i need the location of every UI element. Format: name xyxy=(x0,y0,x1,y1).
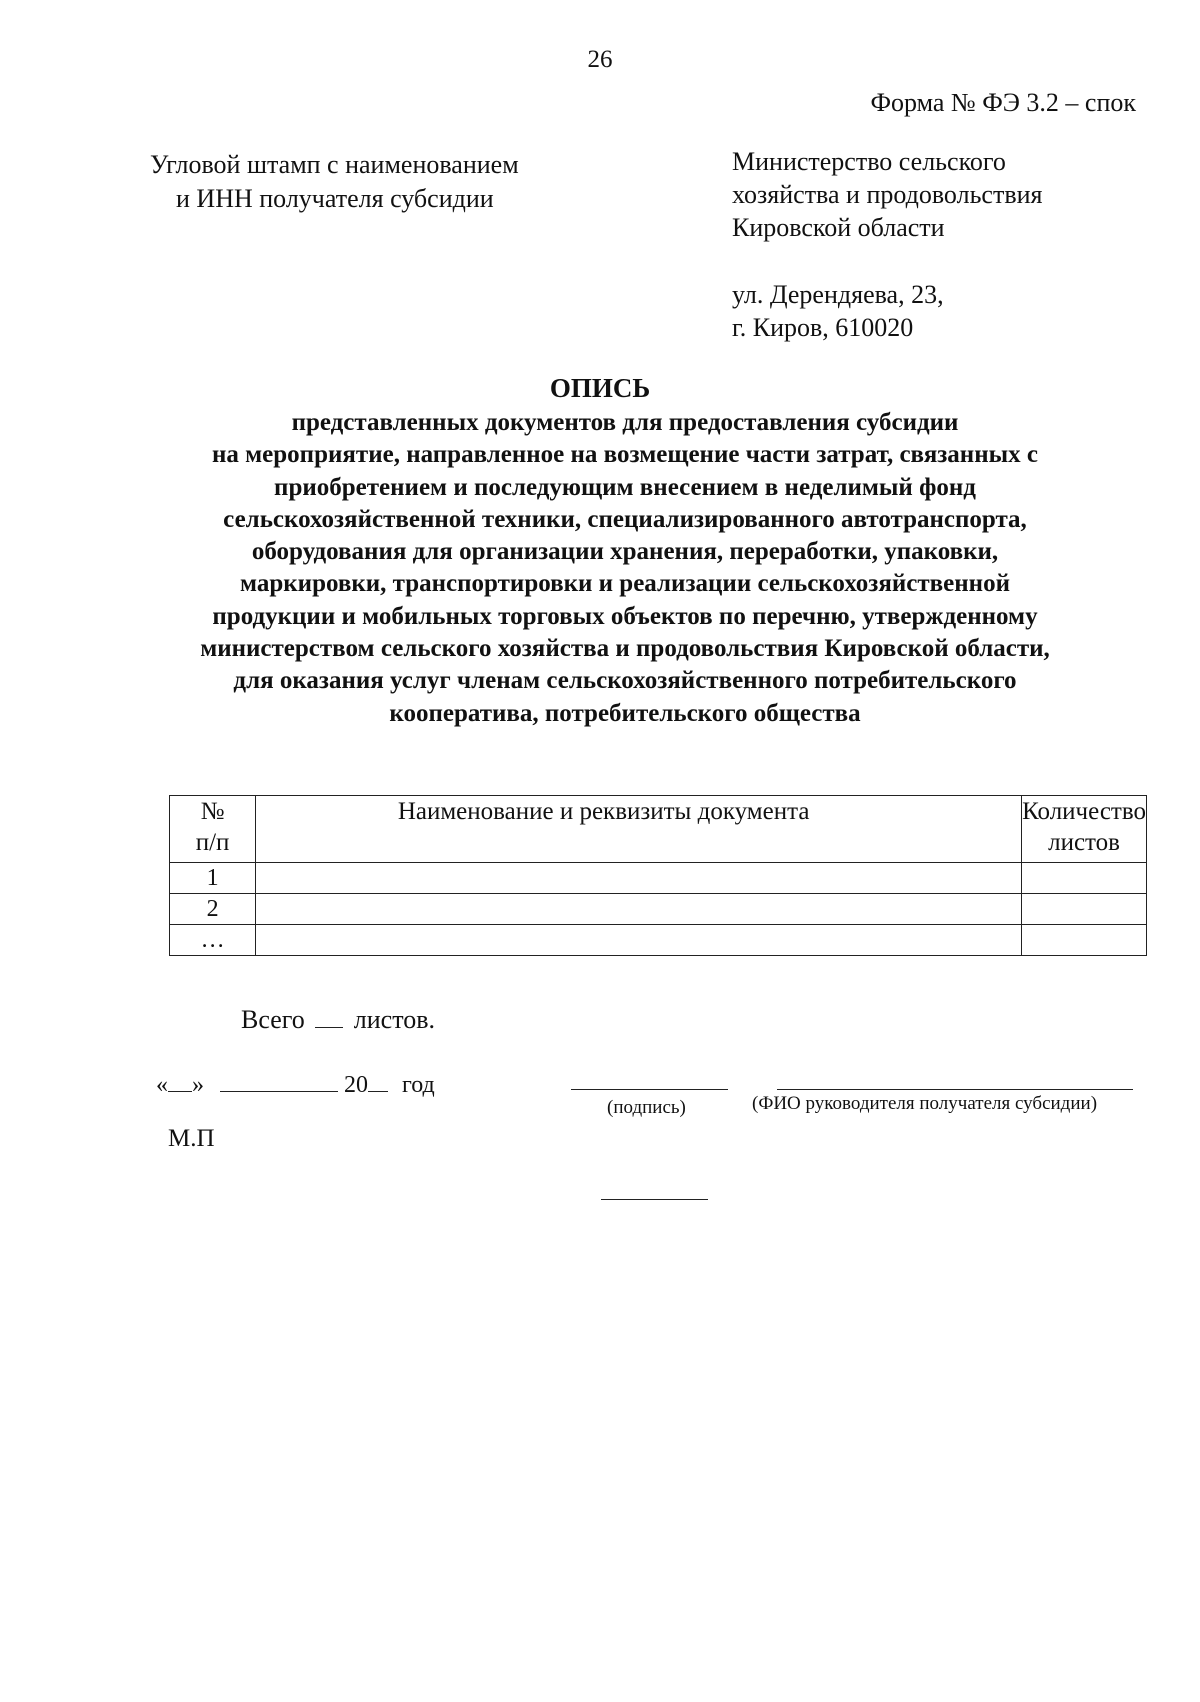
stamp-line: Угловой штамп с наименованием xyxy=(150,150,519,179)
total-suffix: листов. xyxy=(353,1005,435,1034)
table-row xyxy=(170,863,1147,894)
recipient-block xyxy=(732,145,1042,244)
header-cell-number xyxy=(170,796,256,863)
day-blank[interactable] xyxy=(168,1071,192,1092)
date-open-quote: « xyxy=(156,1072,168,1098)
table-row xyxy=(170,894,1147,925)
stamp-line: и ИНН получателя субсидии xyxy=(176,184,494,213)
page-number: 26 xyxy=(587,46,613,73)
table-row xyxy=(170,925,1147,956)
row-sheet-count[interactable] xyxy=(1022,894,1147,925)
address-line: ул. Дерендяева, 23, xyxy=(732,280,944,309)
recipient-address xyxy=(732,278,944,344)
footnote-separator xyxy=(601,1199,708,1200)
table-header-row xyxy=(170,796,1147,863)
subtitle-line: для оказания услуг членам сельскохозяйственного потребительского xyxy=(233,667,1017,695)
subtitle-line: министерством сельского хозяйства и продовольствия Кировской области, xyxy=(200,635,1050,663)
header-number-symbol: № xyxy=(200,798,225,825)
document-subtitle xyxy=(140,407,1110,730)
documents-table xyxy=(169,795,1147,956)
row-document-name[interactable] xyxy=(256,863,1022,894)
signature-blank[interactable] xyxy=(571,1089,728,1090)
row-number: 2 xyxy=(170,894,256,925)
subtitle-line: кооператива, потребительского общества xyxy=(389,699,861,727)
corner-stamp-note xyxy=(150,148,519,216)
total-prefix: Всего xyxy=(241,1005,305,1034)
subtitle-line: продукции и мобильных торговых объектов по перечню, утвержденному xyxy=(212,602,1038,630)
address-line: г. Киров, 610020 xyxy=(732,313,914,342)
fio-caption: (ФИО руководителя получателя субсидии) xyxy=(752,1093,1098,1114)
signature-caption: (подпись) xyxy=(607,1097,686,1118)
row-document-name[interactable] xyxy=(256,894,1022,925)
subtitle-line: представленных документов для предоставления субсидии xyxy=(291,409,959,436)
recipient-line: Кировской области xyxy=(732,213,945,242)
year-prefix: 20 xyxy=(344,1072,368,1098)
subtitle-line: оборудования для организации хранения, переработки, упаковки, xyxy=(251,538,999,566)
row-sheet-count[interactable] xyxy=(1022,925,1147,956)
document-title: ОПИСЬ xyxy=(549,373,651,403)
header-cell-name: Наименование и реквизиты документа xyxy=(256,796,1022,863)
row-document-name[interactable] xyxy=(256,925,1022,956)
year-blank[interactable] xyxy=(368,1071,388,1092)
header-cell-count xyxy=(1022,796,1147,863)
header-count-line: Количество xyxy=(1022,798,1146,825)
date-close-quote: » xyxy=(192,1072,204,1098)
row-number: 1 xyxy=(170,863,256,894)
recipient-line: хозяйства и продовольствия xyxy=(732,180,1043,209)
date-line xyxy=(156,1071,435,1099)
total-sheets-blank[interactable] xyxy=(315,1005,343,1028)
header-count-line: листов xyxy=(1048,829,1120,856)
recipient-line: Министерство сельского xyxy=(732,147,1006,176)
header-number-abbr: п/п xyxy=(195,829,230,856)
row-sheet-count[interactable] xyxy=(1022,863,1147,894)
row-number: … xyxy=(170,925,256,956)
month-blank[interactable] xyxy=(220,1071,338,1092)
total-sheets-line xyxy=(241,1005,435,1035)
seal-placeholder: М.П xyxy=(168,1125,215,1152)
subtitle-line: на мероприятие, направленное на возмещение части затрат, связанных с xyxy=(212,441,1038,469)
year-suffix: год xyxy=(402,1072,435,1098)
subtitle-line: приобретением и последующим внесением в неделимый фонд xyxy=(274,473,976,501)
subtitle-line: сельскохозяйственной техники, специализированного автотранспорта, xyxy=(223,505,1027,533)
subtitle-line: маркировки, транспортировки и реализации сельскохозяйственной xyxy=(240,570,1010,598)
fio-blank[interactable] xyxy=(777,1089,1133,1090)
form-number: Форма № ФЭ 3.2 – спок xyxy=(870,88,1136,117)
